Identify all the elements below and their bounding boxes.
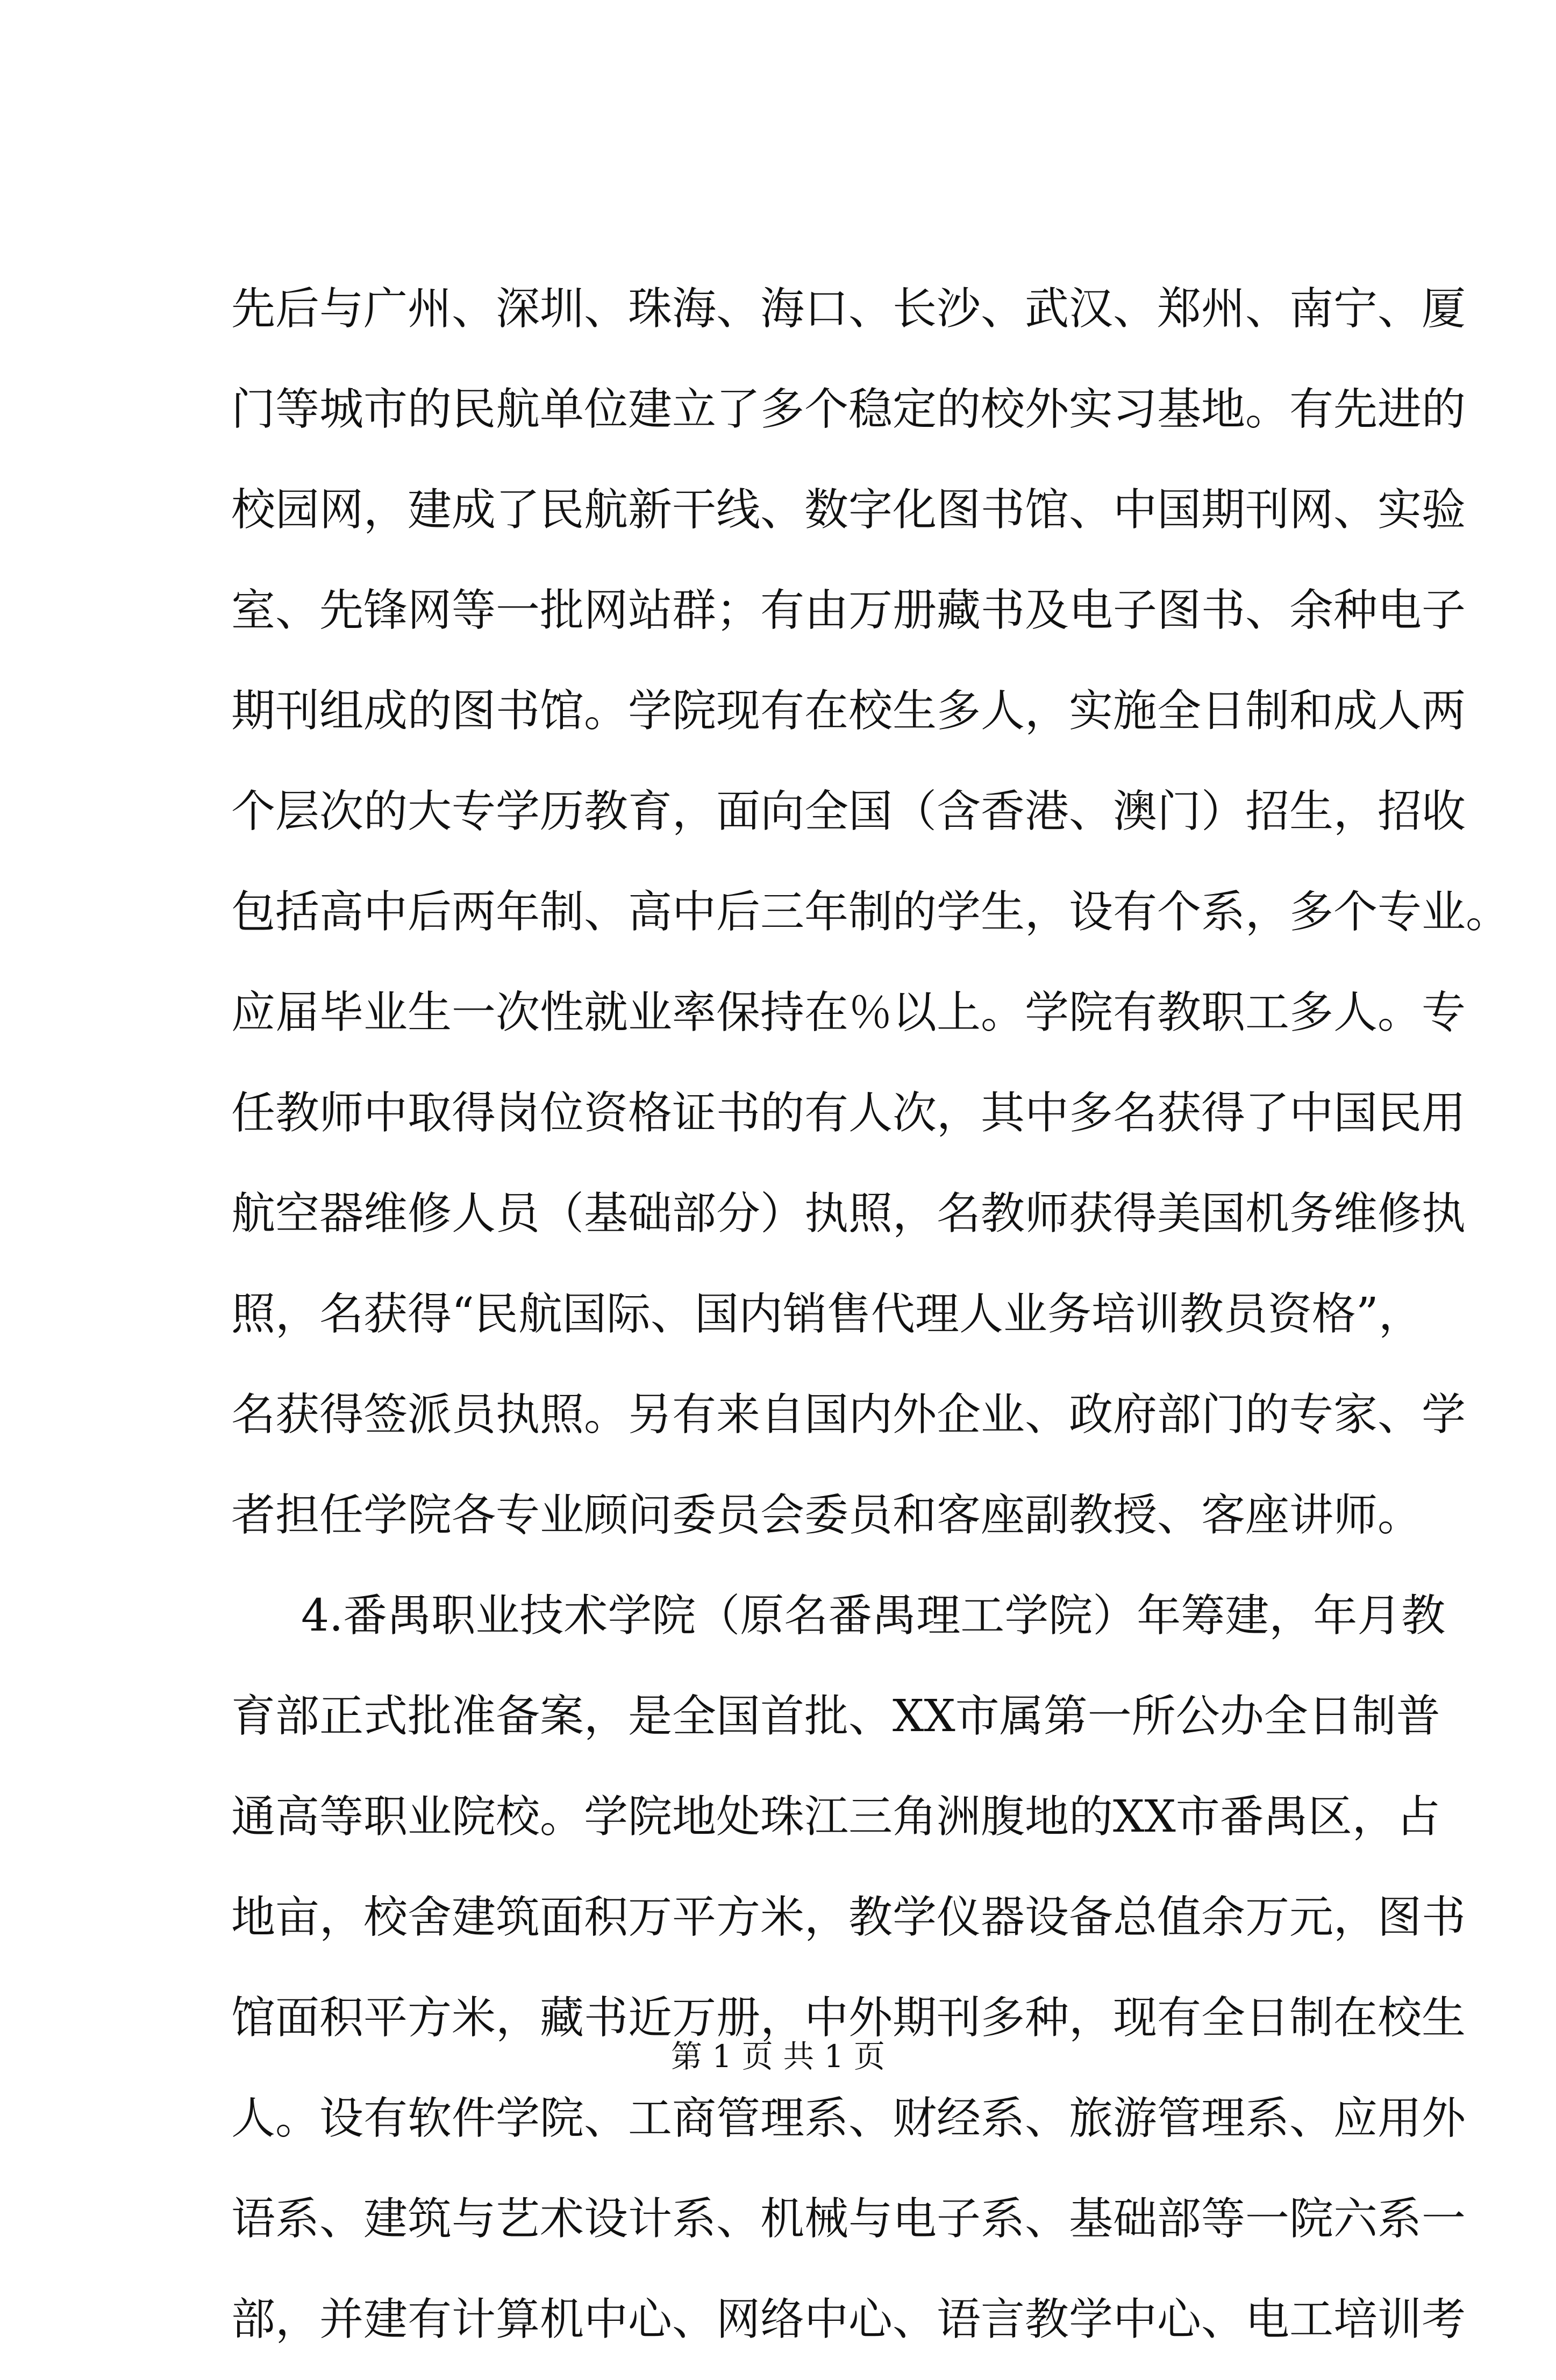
text-line: 馆面积平方米，藏书近万册，中外期刊多种，现有全日制在校生: [231, 1992, 1466, 2043]
text-line: 育部正式批准备案，是全国首批、XX市属第一所公办全日制普: [231, 1691, 1440, 1742]
text-line: 包括高中后两年制、高中后三年制的学生，设有个系，多个专业。: [231, 887, 1510, 938]
text-line: 任教师中取得岗位资格证书的有人次，其中多名获得了中国民用: [231, 1088, 1466, 1139]
text-line: 部，并建有计算机中心、网络中心、语言教学中心、电工培训考: [231, 2294, 1466, 2345]
text-line: 应届毕业生一次性就业率保持在％以上。学院有教职工多人。专: [231, 987, 1466, 1038]
text-line: 4.番禺职业技术学院（原名番禺理工学院）年筹建，年月教: [301, 1590, 1446, 1641]
text-line: 者担任学院各专业顾问委员会委员和客座副教授、客座讲师。: [231, 1490, 1422, 1541]
text-line: 室、先锋网等一批网站群；有由万册藏书及电子图书、余种电子: [231, 585, 1466, 636]
paragraph-2: [231, 1576, 1466, 2380]
text-line: 语系、建筑与艺术设计系、机械与电子系、基础部等一院六系一: [231, 2193, 1466, 2245]
text-line: 航空器维修人员（基础部分）执照，名教师获得美国机务维修执: [231, 1188, 1466, 1239]
text-line: 地亩，校舍建筑面积万平方米，教学仪器设备总值余万元，图书: [231, 1892, 1466, 1943]
text-line: 个层次的大专学历教育，面向全国（含香港、澳门）招生，招收: [231, 786, 1466, 837]
text-line: 通高等职业院校。学院地处珠江三角洲腹地的XX市番禺区，占: [231, 1791, 1440, 1842]
text-line: 先后与广州、深圳、珠海、海口、长沙、武汉、郑州、南宁、厦: [231, 283, 1466, 334]
page-number: 第 1 页 共 1 页: [671, 2038, 885, 2075]
text-line: 照，名获得“民航国际、国内销售代理人业务培训教员资格”，: [231, 1289, 1423, 1340]
paragraph-1: [231, 269, 1510, 1576]
page-footer: [0, 2035, 1556, 2078]
text-line: 人。设有软件学院、工商管理系、财经系、旅游管理系、应用外: [231, 2093, 1466, 2144]
text-line: 门等城市的民航单位建立了多个稳定的校外实习基地。有先进的: [231, 384, 1466, 435]
text-line: 名获得签派员执照。另有来自国内外企业、政府部门的专家、学: [231, 1389, 1466, 1440]
text-line: 校园网，建成了民航新干线、数字化图书馆、中国期刊网、实验: [231, 484, 1466, 535]
text-line: 期刊组成的图书馆。学院现有在校生多人，实施全日制和成人两: [231, 685, 1466, 737]
